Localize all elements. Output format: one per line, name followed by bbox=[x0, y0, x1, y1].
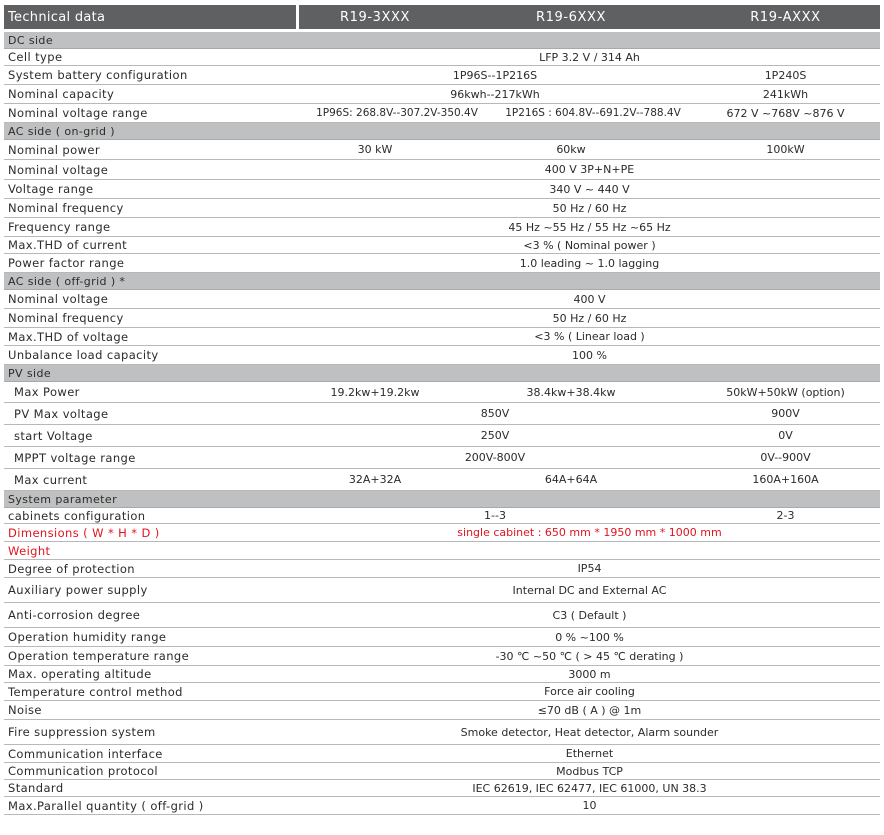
table-row bbox=[4, 701, 880, 720]
row-label: Noise bbox=[8, 703, 42, 717]
row-value: 250V bbox=[480, 429, 510, 442]
model-header-3: R19-AXXX bbox=[750, 9, 821, 25]
row-label: Degree of protection bbox=[8, 561, 135, 576]
section-ac-on-grid bbox=[4, 123, 880, 140]
table-row bbox=[4, 85, 880, 104]
row-label: Nominal frequency bbox=[8, 201, 124, 215]
row-label: Nominal voltage range bbox=[8, 106, 148, 120]
row-label: Nominal voltage bbox=[8, 162, 109, 177]
table-row bbox=[4, 469, 880, 491]
table-row bbox=[4, 104, 880, 123]
row-value: IP54 bbox=[577, 562, 602, 575]
row-label: Unbalance load capacity bbox=[8, 348, 159, 362]
row-label: Communication interface bbox=[8, 746, 163, 761]
row-label: MPPT voltage range bbox=[14, 450, 136, 465]
row-label: Operation temperature range bbox=[8, 649, 190, 663]
row-value: 200V-800V bbox=[464, 451, 526, 464]
row-label: Weight bbox=[8, 543, 51, 558]
row-label: Max.THD of current bbox=[8, 238, 128, 252]
row-label: Max.THD of voltage bbox=[8, 329, 129, 344]
table-row bbox=[4, 160, 880, 180]
row-value: LFP 3.2 V / 314 Ah bbox=[539, 50, 640, 64]
row-label: Nominal frequency bbox=[8, 311, 124, 325]
table-row bbox=[4, 683, 880, 701]
row-value: Modbus TCP bbox=[556, 764, 623, 778]
table-row bbox=[4, 560, 880, 578]
row-value: 1P240S bbox=[764, 68, 807, 82]
row-label: start Voltage bbox=[14, 428, 93, 443]
row-value: 10 bbox=[582, 799, 597, 812]
row-value: 50kW+50kW (option) bbox=[726, 385, 845, 399]
table-row bbox=[4, 180, 880, 199]
row-value: ≤70 dB ( A ) @ 1m bbox=[537, 703, 642, 717]
row-value: 850V bbox=[480, 407, 510, 420]
table-row bbox=[4, 199, 880, 218]
row-value: <3 % ( Nominal power ) bbox=[523, 238, 656, 252]
row-label: Frequency range bbox=[8, 220, 111, 234]
row-label: Dimensions ( W * H * D ) bbox=[8, 525, 160, 540]
row-value: single cabinet : 650 mm * 1950 mm * 1000 mm bbox=[457, 526, 722, 539]
row-value: 241kWh bbox=[762, 87, 809, 101]
section-title: System parameter bbox=[8, 492, 117, 506]
row-value: 400 V bbox=[573, 292, 606, 306]
row-value: 160A+160A bbox=[752, 473, 819, 486]
section-title: DC side bbox=[8, 33, 53, 47]
section-title: AC side ( on-grid ) bbox=[8, 124, 115, 138]
row-label: Fire suppression system bbox=[8, 725, 156, 739]
row-label: Standard bbox=[8, 781, 64, 795]
row-value: 400 V 3P+N+PE bbox=[544, 163, 635, 176]
table-row bbox=[4, 328, 880, 346]
table-row bbox=[4, 66, 880, 85]
row-value: 30 kW bbox=[357, 143, 393, 156]
table-row bbox=[4, 780, 880, 797]
row-value: 1P96S: 268.8V--307.2V-350.4V bbox=[316, 107, 478, 119]
row-value: 340 V ~ 440 V bbox=[549, 182, 630, 196]
row-value: 1--3 bbox=[484, 509, 506, 522]
table-row bbox=[4, 346, 880, 365]
row-value: 1.0 leading ~ 1.0 lagging bbox=[519, 256, 660, 270]
table-row bbox=[4, 140, 880, 160]
row-label: Max current bbox=[14, 472, 88, 487]
model-header-2: R19-6XXX bbox=[535, 9, 607, 25]
row-value: Internal DC and External AC bbox=[512, 583, 667, 597]
row-label: System battery configuration bbox=[8, 68, 188, 82]
row-label: Nominal voltage bbox=[8, 292, 109, 306]
section-ac-off-grid bbox=[4, 273, 880, 290]
row-value: 50 Hz / 60 Hz bbox=[552, 201, 627, 215]
row-value: 38.4kw+38.4kw bbox=[526, 385, 616, 399]
row-label: Voltage range bbox=[8, 182, 94, 196]
row-value: 1P216S : 604.8V--691.2V--788.4V bbox=[505, 107, 681, 119]
table-row bbox=[4, 666, 880, 683]
row-value: 2-3 bbox=[776, 509, 795, 522]
table-row bbox=[4, 797, 880, 815]
row-value: 45 Hz ~55 Hz / 55 Hz ~65 Hz bbox=[508, 220, 671, 234]
row-label: Power factor range bbox=[8, 256, 125, 270]
row-label: Max. operating altitude bbox=[8, 667, 152, 681]
row-value: 19.2kw+19.2kw bbox=[330, 385, 420, 399]
row-label: Cell type bbox=[8, 50, 63, 64]
row-value: Force air cooling bbox=[544, 685, 635, 698]
table-row bbox=[4, 647, 880, 666]
table-row bbox=[4, 237, 880, 254]
row-value: 0V--900V bbox=[760, 451, 811, 464]
row-value: 60kw bbox=[556, 143, 586, 156]
row-label: Anti-corrosion degree bbox=[8, 608, 141, 622]
row-label: Communication protocol bbox=[8, 764, 159, 778]
row-value: 1P96S--1P216S bbox=[452, 68, 538, 82]
table-row bbox=[4, 218, 880, 237]
table-row bbox=[4, 542, 880, 560]
row-value: 100 % bbox=[572, 348, 607, 362]
section-title: AC side ( off-grid ) * bbox=[8, 274, 126, 288]
table-row bbox=[4, 309, 880, 328]
table-row bbox=[4, 254, 880, 273]
row-value: 100kW bbox=[766, 143, 805, 156]
row-value: <3 % ( Linear load ) bbox=[534, 330, 645, 343]
table-row bbox=[4, 290, 880, 309]
table-row bbox=[4, 524, 880, 542]
row-value: -30 ℃ ~50 ℃ ( > 45 ℃ derating ) bbox=[495, 649, 684, 663]
row-label: Max.Parallel quantity ( off-grid ) bbox=[8, 798, 204, 813]
table-row bbox=[4, 763, 880, 780]
table-row bbox=[4, 49, 880, 66]
table-row bbox=[4, 578, 880, 603]
section-system-parameter bbox=[4, 491, 880, 508]
row-value: 672 V ~768V ~876 V bbox=[726, 106, 845, 120]
section-dc-side bbox=[4, 32, 880, 49]
row-label: Nominal power bbox=[8, 142, 100, 157]
section-pv-side bbox=[4, 365, 880, 382]
row-value: 0 % ~100 % bbox=[555, 630, 624, 644]
row-value: 3000 m bbox=[568, 667, 611, 681]
table-row bbox=[4, 745, 880, 763]
table-row bbox=[4, 508, 880, 524]
row-label: PV Max voltage bbox=[14, 406, 109, 421]
section-title: PV side bbox=[8, 366, 51, 380]
row-value: 96kwh--217kWh bbox=[450, 87, 540, 101]
table-row bbox=[4, 447, 880, 469]
row-label: Max Power bbox=[14, 385, 80, 399]
row-value: C3 ( Default ) bbox=[552, 608, 627, 622]
table-header bbox=[4, 5, 880, 32]
table-row bbox=[4, 628, 880, 647]
row-value: IEC 62619, IEC 62477, IEC 61000, UN 38.3 bbox=[472, 781, 707, 795]
row-label: cabinets configuration bbox=[8, 508, 146, 523]
row-label: Auxiliary power supply bbox=[8, 583, 148, 597]
spec-table bbox=[4, 5, 880, 815]
row-value: 32A+32A bbox=[348, 473, 402, 486]
row-value: 0V bbox=[778, 429, 793, 442]
table-row bbox=[4, 382, 880, 403]
row-label: Nominal capacity bbox=[8, 87, 115, 101]
row-value: 900V bbox=[771, 407, 800, 420]
table-title: Technical data bbox=[4, 5, 299, 29]
row-label: Operation humidity range bbox=[8, 630, 167, 644]
table-row bbox=[4, 403, 880, 425]
row-value: 64A+64A bbox=[544, 473, 598, 486]
table-row bbox=[4, 603, 880, 628]
row-value: 50 Hz / 60 Hz bbox=[552, 311, 627, 325]
model-header-1: R19-3XXX bbox=[339, 9, 411, 25]
table-row bbox=[4, 720, 880, 745]
row-value: Smoke detector, Heat detector, Alarm sounder bbox=[460, 725, 719, 739]
row-label: Temperature control method bbox=[8, 684, 183, 699]
table-row bbox=[4, 425, 880, 447]
row-value: Ethernet bbox=[565, 747, 614, 760]
